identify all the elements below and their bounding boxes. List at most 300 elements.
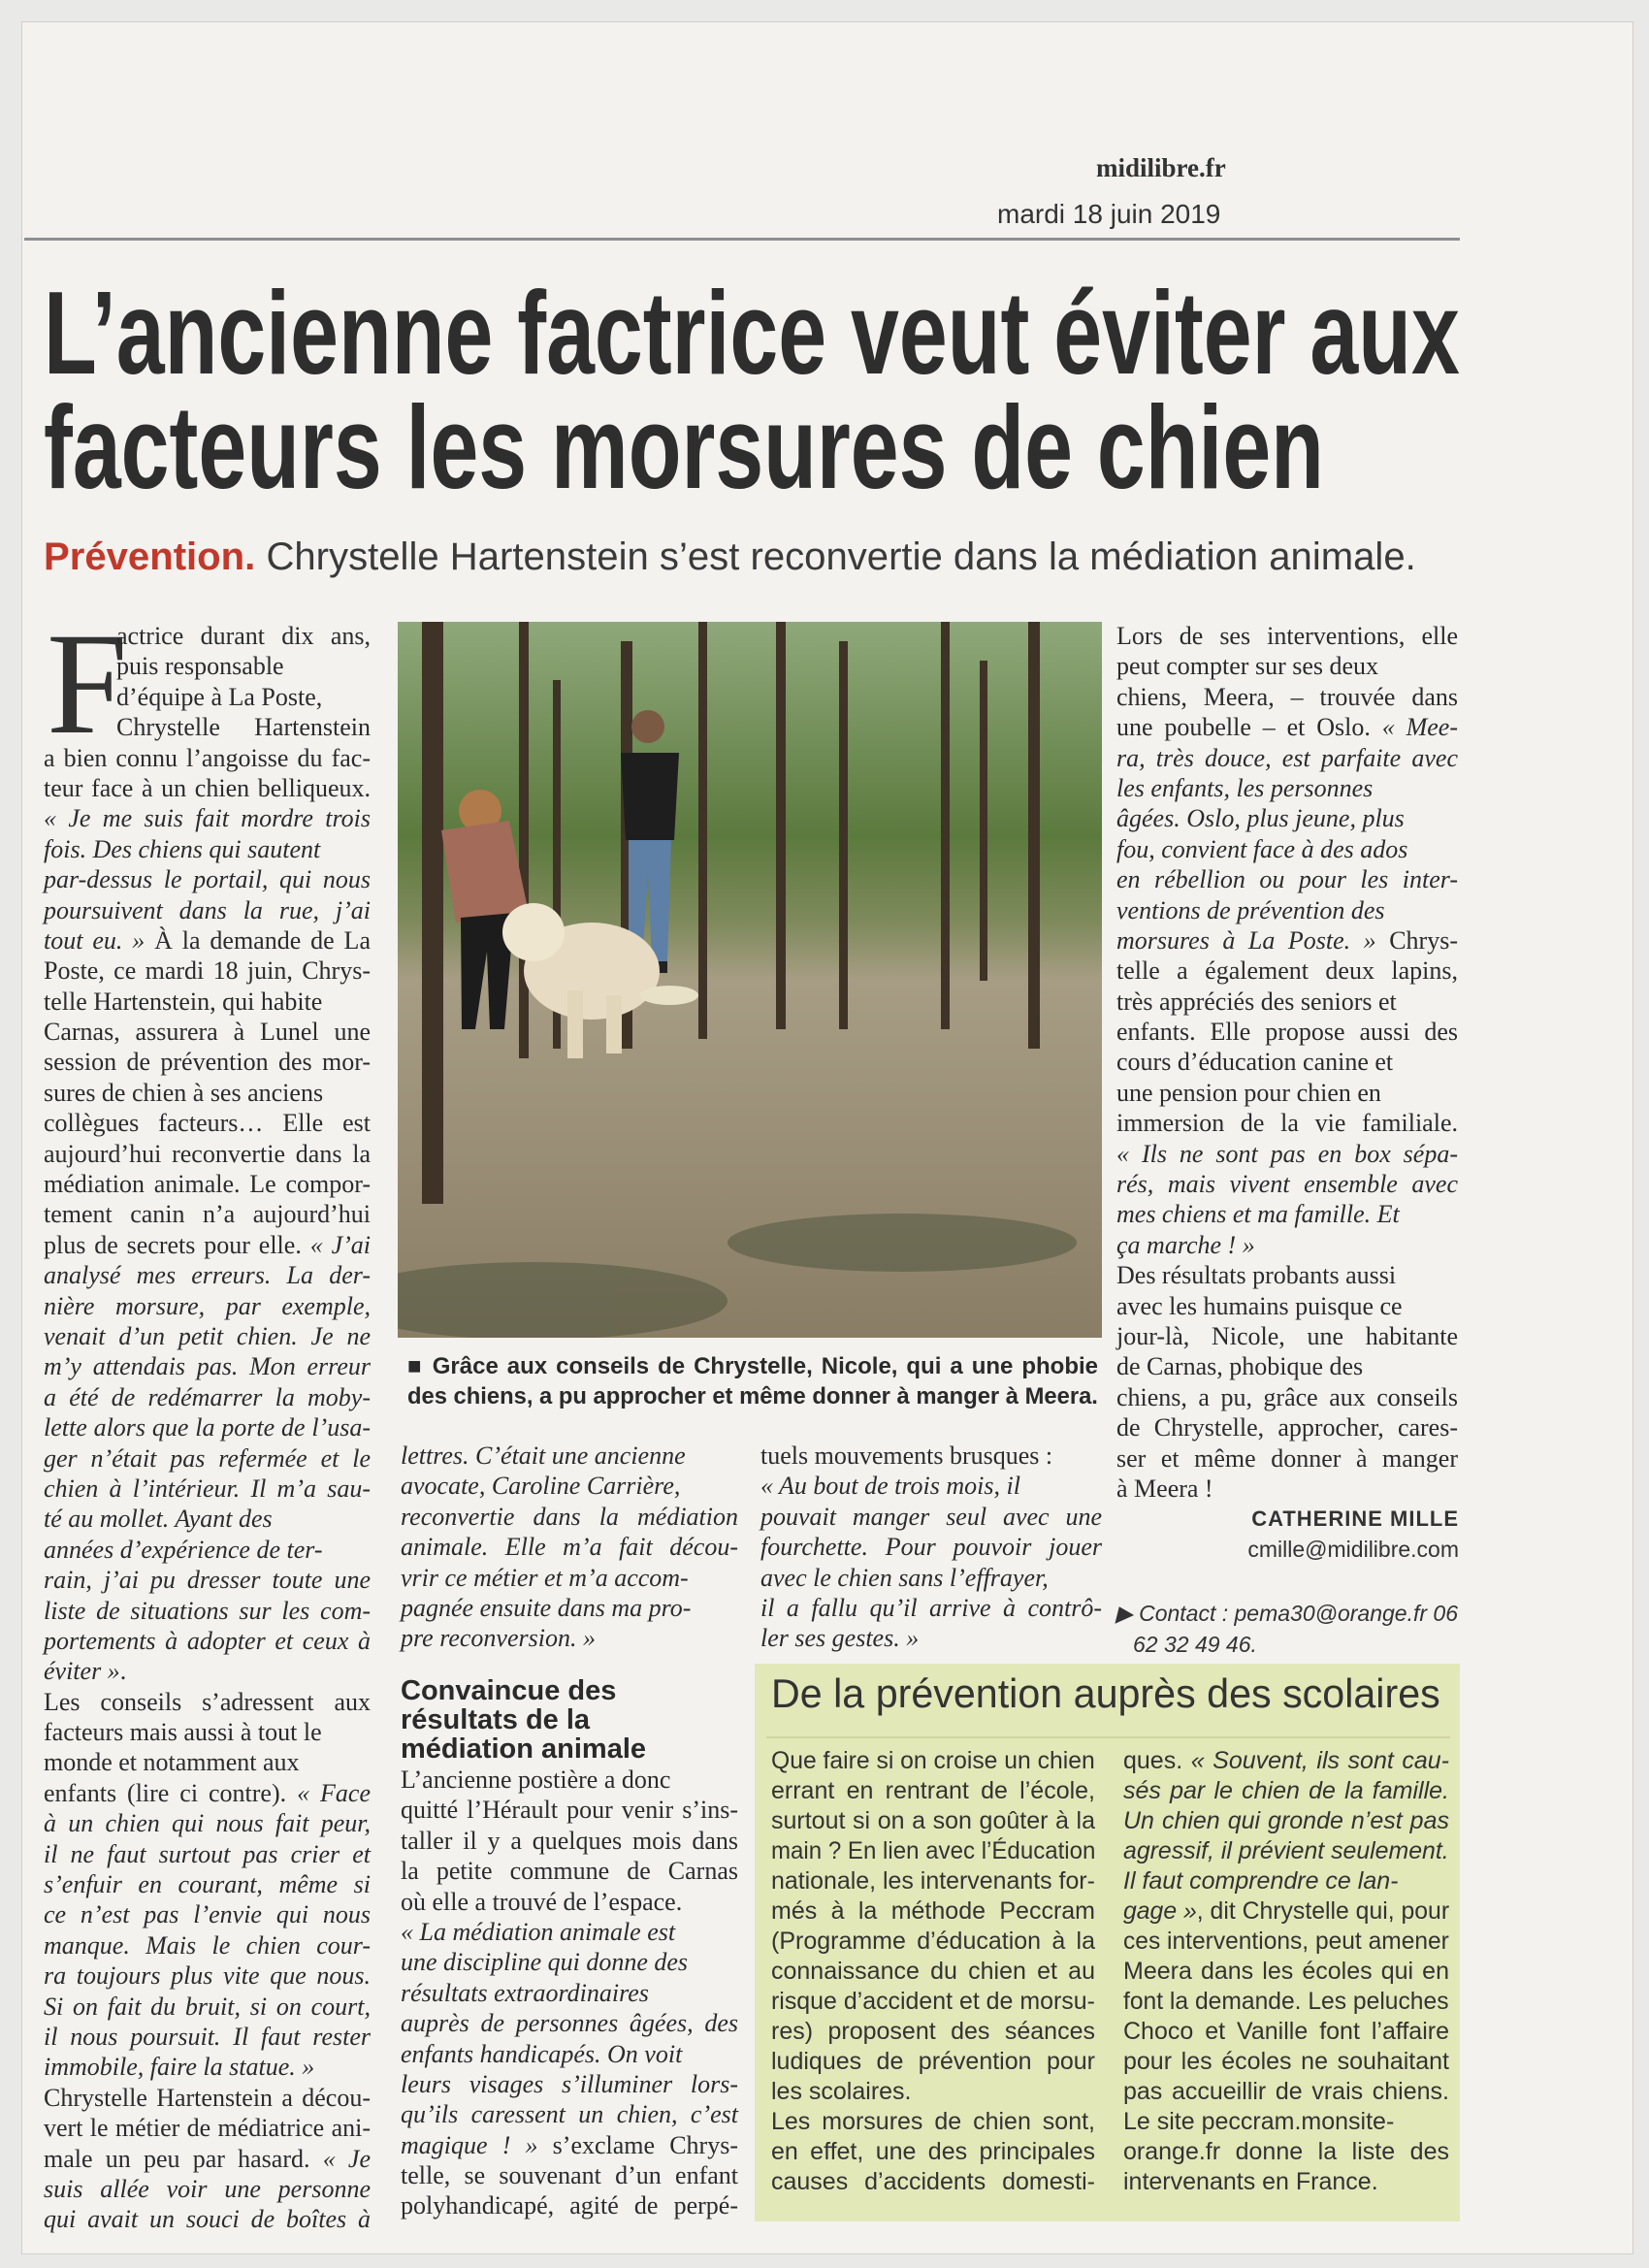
text-line: [1123, 1957, 1449, 1987]
italic-quote-segment: Si on fait du bruit, si on court,: [44, 1992, 371, 2021]
italic-quote-segment: « Mee-: [1381, 713, 1458, 742]
text-line: [1116, 743, 1458, 773]
text-line: [1116, 1017, 1458, 1047]
text-line: [1116, 864, 1458, 894]
text-segment: quitté l’Hérault pour venir s’ins-: [401, 1796, 738, 1825]
text-line: [1116, 1443, 1458, 1474]
text-segment: res) proposent des séances: [771, 2018, 1095, 2045]
text-line: [771, 1866, 1095, 1896]
text-line: [1123, 1987, 1449, 2017]
italic-quote-segment: à un chien qui nous fait peur,: [44, 1809, 371, 1838]
italic-quote-segment: avec le chien sans l’effrayer,: [760, 1563, 1049, 1592]
sidebar-title-divider: [766, 1736, 1450, 1738]
text-segment: telle, se souvenant d’un enfant: [401, 2161, 738, 2190]
text-line: [44, 1565, 371, 1595]
text-line: [1116, 1139, 1458, 1169]
sidebar-title: De la prévention auprès des scolaires: [771, 1670, 1440, 1716]
text-line: [771, 1836, 1095, 1866]
text-line: [44, 1291, 371, 1321]
text-segment: .: [119, 1657, 127, 1686]
italic-quote-segment: « Face: [297, 1778, 371, 1807]
text-line: [44, 1687, 371, 1717]
text-line: [44, 2052, 371, 2082]
text-segment: taller il y a quelques mois dans: [401, 1826, 738, 1855]
text-segment: Des résultats probants aussi: [1116, 1261, 1397, 1290]
italic-quote-segment: manque. Mais le chien cour-: [44, 1930, 371, 1960]
text-line: [116, 712, 371, 742]
text-segment: chiens, Meera, – trouvée dans: [1116, 682, 1458, 711]
text-line: [44, 1899, 371, 1929]
text-segment: errant en rentrant de l’école,: [771, 1777, 1095, 1804]
text-segment: cours d’éducation canine et: [1116, 1048, 1394, 1077]
text-line: [1116, 651, 1458, 681]
italic-quote-segment: âgées. Oslo, plus jeune, plus: [1116, 804, 1405, 833]
text-line: [44, 2174, 371, 2204]
text-segment: main ? En lien avec l’Éducation: [771, 1837, 1096, 1864]
text-segment: més à la méthode Peccram: [771, 1897, 1095, 1925]
text-line: [771, 2107, 1095, 2137]
italic-quote-segment: qu’ils caressent un chien, c’est: [401, 2100, 738, 2129]
text-line: [1123, 2137, 1449, 2167]
italic-quote-segment: « Au bout de trois mois, il: [760, 1472, 1020, 1501]
text-line: [44, 2144, 371, 2174]
text-line: [1116, 1321, 1458, 1351]
text-segment: À la demande de La: [145, 925, 371, 955]
text-line: [44, 1443, 371, 1474]
text-segment: ques.: [1123, 1747, 1191, 1774]
text-line: [771, 2167, 1095, 2197]
text-line: [1116, 1199, 1458, 1229]
text-segment: une poubelle – et Oslo.: [1116, 713, 1382, 742]
triangle-bullet-icon: ▶: [1116, 1601, 1140, 1626]
text-segment: intervenants en France.: [1123, 2168, 1378, 2195]
text-line: [771, 1776, 1095, 1806]
article-column-2-top: [401, 1441, 738, 1654]
text-line: [44, 1839, 371, 1869]
italic-quote-segment: fourchette. Pour pouvoir jouer: [760, 1533, 1102, 1562]
text-line: [401, 1471, 738, 1501]
text-line: [401, 2099, 738, 2129]
text-line: [44, 1778, 371, 1808]
text-line: [44, 1474, 371, 1504]
text-line: [401, 1441, 738, 1471]
subheadline-text: Chrystelle Hartenstein s’est reconvertie dans la médiation animale.: [255, 535, 1416, 578]
subheading-line: médiation animale: [401, 1733, 647, 1765]
text-line: [44, 1230, 371, 1260]
text-line: [1116, 834, 1458, 864]
italic-quote-segment: « Souvent, ils sont cau-: [1190, 1747, 1449, 1774]
text-line: [771, 1987, 1095, 2017]
text-line: [1123, 1746, 1449, 1776]
text-segment: telle a également deux lapins,: [1116, 956, 1458, 986]
text-line: [116, 651, 371, 681]
italic-quote-segment: magique ! »: [401, 2130, 538, 2159]
text-segment: sures de chien à ses anciens: [44, 1078, 324, 1107]
text-segment: tement canin n’a aujourd’hui: [44, 1200, 371, 1229]
text-line: [401, 2039, 738, 2069]
text-line: [44, 2083, 371, 2113]
italic-quote-segment: une discipline qui donne des: [401, 1948, 689, 1977]
text-line: [401, 2008, 738, 2038]
text-line: [401, 1978, 738, 2008]
italic-quote-segment: lettres. C’était une ancienne: [401, 1442, 686, 1470]
text-line: [44, 1017, 371, 1047]
text-segment: Chrys-: [1375, 925, 1458, 955]
italic-quote-segment: leurs visages s’illuminer lors-: [401, 2069, 738, 2098]
text-segment: la petite commune de Carnas: [401, 1857, 738, 1886]
text-line: [1116, 895, 1458, 925]
author-email[interactable]: cmille@midilibre.com: [1247, 1537, 1459, 1562]
text-segment: actrice durant dix ans,: [116, 622, 371, 650]
text-line: [1116, 1382, 1458, 1412]
text-line: [760, 1532, 1102, 1562]
text-segment: plus de secrets pour elle.: [44, 1230, 310, 1259]
italic-quote-segment: éviter »: [44, 1657, 120, 1686]
text-line: [44, 1321, 371, 1351]
italic-quote-segment: s’enfuir en courant, même si: [44, 1870, 371, 1899]
text-segment: médiation animale. Le compor-: [44, 1170, 371, 1199]
text-segment: très appréciés des seniors et: [1116, 987, 1397, 1016]
text-line: [1123, 2167, 1449, 2197]
text-segment: L’ancienne postière a donc: [401, 1766, 671, 1794]
text-segment: Chrystelle Hartenstein: [116, 713, 371, 742]
text-line: [1123, 1896, 1449, 1927]
italic-quote-segment: portements à adopter et ceux à: [44, 1626, 371, 1655]
italic-quote-segment: analysé mes erreurs. La der-: [44, 1261, 371, 1290]
headline-line-2: facteurs les morsures de chien: [44, 381, 1324, 513]
text-segment: en effet, une des principales: [771, 2138, 1095, 2165]
text-line: [760, 1593, 1102, 1623]
article-photo: [398, 622, 1102, 1338]
italic-quote-segment: il nous poursuit. Il faut rester: [44, 2022, 371, 2051]
text-segment: pour les écoles ne souhaitant: [1123, 2048, 1449, 2075]
text-segment: Carnas, assurera à Lunel une: [44, 1018, 371, 1047]
text-line: [44, 1596, 371, 1626]
text-line: [44, 2204, 371, 2234]
text-segment: Chrystelle Hartenstein a décou-: [44, 2083, 371, 2112]
italic-quote-segment: mes chiens et ma famille. Et: [1116, 1200, 1400, 1229]
italic-quote-segment: immobile, faire la statue. »: [44, 2053, 315, 2082]
text-segment: (Programme d’éducation à la: [771, 1928, 1095, 1955]
text-line: [44, 1535, 371, 1565]
text-line: [1123, 1836, 1449, 1866]
text-segment: font la demande. Les peluches: [1123, 1988, 1449, 2015]
text-line: [760, 1502, 1102, 1532]
text-line: [1123, 1866, 1449, 1896]
text-line: [44, 1412, 371, 1442]
italic-quote-segment: morsures à La Poste. »: [1116, 925, 1376, 955]
text-segment: jour-là, Nicole, une habitante: [1116, 1321, 1458, 1350]
text-line: [1123, 1776, 1449, 1806]
text-line: [44, 2113, 371, 2143]
text-line: [771, 1896, 1095, 1927]
text-segment: de Chrystelle, approcher, cares-: [1116, 1413, 1458, 1442]
author-byline: CATHERINE MILLE: [1251, 1507, 1459, 1531]
italic-quote-segment: résultats extraordinaires: [401, 1978, 649, 2007]
article-column-2-bottom: [401, 1765, 738, 2221]
text-segment: causes d’accidents domesti-: [771, 2168, 1095, 2195]
italic-quote-segment: gage »: [1123, 1897, 1197, 1925]
article-column-3: [760, 1441, 1102, 1654]
text-line: [760, 1623, 1102, 1653]
text-segment: où elle a trouvé de l’espace.: [401, 1887, 683, 1916]
text-segment: ser et même donner à manger: [1116, 1443, 1458, 1473]
italic-quote-segment: rain, j’ai pu dresser toute une: [44, 1566, 371, 1595]
text-line: [401, 2130, 738, 2160]
text-segment: de Carnas, phobique des: [1116, 1352, 1364, 1381]
italic-quote-segment: « J’ai: [309, 1230, 372, 1259]
text-line: [401, 1795, 738, 1825]
text-line: [401, 1563, 738, 1593]
italic-quote-segment: « La médiation animale est: [401, 1917, 676, 1946]
italic-quote-segment: « Ils ne sont pas en box sépa-: [1116, 1139, 1458, 1168]
text-segment: peut compter sur ses deux: [1116, 652, 1379, 681]
italic-quote-segment: Un chien qui gronde n’est pas: [1123, 1807, 1449, 1834]
text-line: [44, 956, 371, 986]
text-segment: chiens, a pu, grâce aux conseils: [1116, 1382, 1458, 1411]
italic-quote-segment: pouvait manger seul avec une: [760, 1502, 1102, 1531]
text-segment: vert le métier de médiatrice ani-: [44, 2114, 371, 2143]
text-segment: Le site peccram.monsite-: [1123, 2108, 1395, 2135]
subheadline-kicker: Prévention.: [44, 535, 256, 578]
text-line: [44, 987, 371, 1017]
text-line: [44, 1626, 371, 1656]
text-line: [1123, 1806, 1449, 1836]
text-line: [1116, 1108, 1458, 1138]
text-line: [44, 1199, 371, 1229]
italic-quote-segment: reconvertie dans la médiation: [401, 1502, 738, 1531]
text-line: [44, 1504, 371, 1534]
text-line: [44, 1078, 371, 1108]
text-line: [401, 1947, 738, 1977]
text-line: [760, 1563, 1102, 1593]
contact-line: 62 32 49 46.: [1133, 1632, 1257, 1657]
subheading-line: résultats de la: [401, 1704, 591, 1735]
text-line: [1123, 2017, 1449, 2047]
text-line: [44, 1869, 371, 1899]
italic-quote-segment: qui avait un souci de boîtes à: [44, 2205, 371, 2234]
text-segment: connaissance du chien et au: [771, 1958, 1095, 1985]
text-line: [1116, 1474, 1458, 1504]
text-line: [771, 1927, 1095, 1957]
text-line: [771, 1957, 1095, 1987]
italic-quote-segment: fois. Des chiens qui sautent: [44, 834, 321, 863]
photo-caption: [407, 1351, 1098, 1411]
text-line: [44, 1382, 371, 1412]
text-segment: une pension pour chien en: [1116, 1078, 1381, 1107]
text-line: [401, 1826, 738, 1856]
text-line: [44, 1717, 371, 1747]
text-line: [1116, 682, 1458, 712]
text-line: [44, 803, 371, 833]
text-line: [771, 2137, 1095, 2167]
text-line: [44, 1260, 371, 1290]
text-line: [44, 1169, 371, 1199]
text-segment: ces interventions, peut amener: [1123, 1928, 1449, 1955]
text-line: [401, 1765, 738, 1795]
text-line: [401, 1593, 738, 1623]
text-segment: facteurs mais aussi à tout le: [44, 1718, 322, 1747]
text-segment: avec les humains puisque ce: [1116, 1291, 1403, 1320]
text-line: [760, 1471, 1102, 1501]
text-segment: ludiques de prévention pour: [771, 2048, 1095, 2075]
text-line: [44, 925, 371, 956]
subheadline: [44, 535, 1416, 579]
text-line: [1116, 1260, 1458, 1290]
text-line: [44, 1930, 371, 1960]
text-line: [760, 1441, 1102, 1471]
text-segment: à Meera !: [1116, 1474, 1213, 1503]
text-line: [116, 682, 371, 712]
text-segment: orange.fr donne la liste des: [1123, 2138, 1449, 2165]
text-segment: Que faire si on croise un chien: [771, 1747, 1095, 1774]
italic-quote-segment: liste de situations sur les com-: [44, 1596, 371, 1625]
italic-quote-segment: Il faut comprendre ce lan-: [1123, 1867, 1399, 1895]
text-line: [771, 2077, 1095, 2107]
text-line: [1116, 1047, 1458, 1077]
text-line: [1116, 803, 1458, 833]
text-segment: Les morsures de chien sont,: [771, 2108, 1095, 2135]
text-segment: ■ Grâce aux conseils de Chrystelle, Nicole, qui a une phobie: [407, 1353, 1098, 1379]
text-line: [1116, 773, 1458, 803]
italic-quote-segment: té au mollet. Ayant des: [44, 1505, 273, 1534]
text-segment: session de prévention des mor-: [44, 1048, 371, 1077]
italic-quote-segment: poursuivent dans la rue, j’ai: [44, 895, 371, 924]
italic-quote-segment: sés par le chien de la famille.: [1123, 1777, 1449, 1804]
italic-quote-segment: par-dessus le portail, qui nous: [44, 865, 371, 894]
text-segment: male un peu par hasard.: [44, 2144, 323, 2173]
text-segment: des chiens, a pu approcher et même donner à manger à Meera.: [407, 1383, 1098, 1409]
text-line: [1123, 2047, 1449, 2077]
text-segment: surtout si on a son goûter à la: [771, 1807, 1095, 1834]
text-segment: d’équipe à La Poste,: [116, 682, 323, 711]
italic-quote-segment: pagnée ensuite dans ma pro-: [401, 1593, 692, 1622]
italic-quote-segment: auprès de personnes âgées, des: [401, 2009, 738, 2038]
italic-quote-segment: ler ses gestes. »: [760, 1624, 920, 1653]
italic-quote-segment: « Je: [322, 2144, 371, 2173]
text-line: [44, 1808, 371, 1838]
text-line: [116, 621, 371, 651]
section-subheading: [401, 1676, 646, 1764]
headline-line-1: L’ancienne factrice veut éviter aux: [44, 267, 1460, 399]
drop-cap: F: [47, 603, 128, 764]
italic-quote-segment: animale. Elle m’a fait décou-: [401, 1533, 738, 1562]
text-line: [771, 1806, 1095, 1836]
text-line: [1116, 987, 1458, 1017]
italic-quote-segment: agressif, il prévient seulement.: [1123, 1837, 1449, 1864]
text-line: [401, 2069, 738, 2099]
text-segment: Les conseils s’adressent aux: [44, 1687, 371, 1716]
text-line: [44, 1139, 371, 1169]
text-line: [44, 1656, 371, 1686]
text-line: [1116, 1169, 1458, 1199]
text-line: [44, 1960, 371, 1991]
publication-date: mardi 18 juin 2019: [997, 199, 1221, 229]
text-line: [44, 1747, 371, 1777]
italic-quote-segment: rés, mais vivent ensemble avec: [1116, 1170, 1458, 1199]
text-line: [44, 895, 371, 925]
italic-quote-segment: il ne faut surtout pas crier et: [44, 1839, 371, 1868]
text-line: [44, 864, 371, 894]
italic-quote-segment: chien à l’intérieur. Il m’a sau-: [44, 1474, 371, 1503]
text-line: [401, 1856, 738, 1886]
subheading-line: Convaincue des: [401, 1675, 617, 1706]
contact-line: Contact : pema30@orange.fr 06: [1139, 1601, 1459, 1626]
article-column-1: [44, 621, 371, 2235]
text-line: [1123, 2077, 1449, 2107]
italic-quote-segment: vrir ce métier et m’a accom-: [401, 1563, 689, 1592]
text-segment: aujourd’hui reconvertie dans la: [44, 1139, 371, 1168]
italic-quote-segment: tout eu. »: [44, 925, 146, 955]
text-line: [44, 1351, 371, 1381]
italic-quote-segment: enfants handicapés. On voit: [401, 2039, 683, 2068]
italic-quote-segment: m’y attendais pas. Mon erreur: [44, 1352, 371, 1381]
text-line: [1123, 1927, 1449, 1957]
text-line: [1116, 1412, 1458, 1442]
italic-quote-segment: lette alors que la porte de l’usa-: [44, 1413, 371, 1442]
publication-name: midilibre.fr: [1096, 153, 1226, 182]
text-line: [407, 1381, 1098, 1411]
text-line: [401, 1917, 738, 1947]
italic-quote-segment: les enfants, les personnes: [1116, 773, 1374, 802]
italic-quote-segment: en rébellion ou pour les inter-: [1116, 865, 1458, 894]
italic-quote-segment: fou, convient face à des ados: [1116, 834, 1408, 863]
text-line: [1116, 712, 1458, 742]
text-segment: Meera dans les écoles qui en: [1123, 1958, 1449, 1985]
text-line: [1116, 925, 1458, 956]
italic-quote-segment: ça marche ! »: [1116, 1230, 1255, 1259]
text-segment: , dit Chrystelle qui, pour: [1196, 1897, 1450, 1925]
text-line: [44, 743, 371, 773]
text-segment: a bien connu l’angoisse du fac-: [44, 743, 371, 772]
text-line: [401, 2160, 738, 2190]
text-segment: collègues facteurs… Elle est: [44, 1109, 371, 1138]
italic-quote-segment: ra toujours plus vite que nous.: [44, 1961, 371, 1991]
text-line: [1116, 1230, 1458, 1260]
italic-quote-segment: il a fallu qu’il arrive à contrô-: [760, 1593, 1102, 1622]
text-segment: pas accueillir de vrais chiens.: [1123, 2078, 1449, 2105]
text-segment: Choco et Vanille font l’affaire: [1123, 2018, 1449, 2045]
italic-quote-segment: ventions de prévention des: [1116, 895, 1385, 924]
text-line: [44, 773, 371, 803]
text-line: [44, 834, 371, 864]
text-segment: nationale, les intervenants for-: [771, 1867, 1095, 1895]
text-segment: risque d’accident et de morsu-: [771, 1988, 1095, 2015]
text-line: [401, 2190, 738, 2220]
header-divider: [24, 238, 1460, 241]
text-line: [407, 1351, 1098, 1381]
text-line: [44, 1108, 371, 1138]
text-line: [771, 2047, 1095, 2077]
contact-info: [1116, 1598, 1460, 1660]
italic-quote-segment: a été de redémarrer la moby-: [44, 1382, 371, 1411]
text-segment: telle Hartenstein, qui habite: [44, 987, 323, 1016]
italic-quote-segment: nière morsure, par exemple,: [44, 1291, 371, 1320]
text-segment: monde et notamment aux: [44, 1748, 300, 1777]
text-line: [401, 1887, 738, 1917]
italic-quote-segment: ce n’est pas l’envie qui nous: [44, 1900, 371, 1929]
text-line: [1123, 2107, 1449, 2137]
text-segment: Lors de ses interventions, elle: [1116, 622, 1458, 650]
italic-quote-segment: avocate, Caroline Carrière,: [401, 1472, 681, 1501]
article-column-4: [1116, 621, 1458, 1504]
text-line: [771, 2017, 1095, 2047]
italic-quote-segment: venait d’un petit chien. Je ne: [44, 1321, 371, 1350]
text-segment: enfants (lire ci contre).: [44, 1778, 298, 1807]
text-line: [1116, 956, 1458, 986]
text-segment: tuels mouvements brusques :: [760, 1442, 1053, 1470]
text-line: [401, 1623, 738, 1653]
